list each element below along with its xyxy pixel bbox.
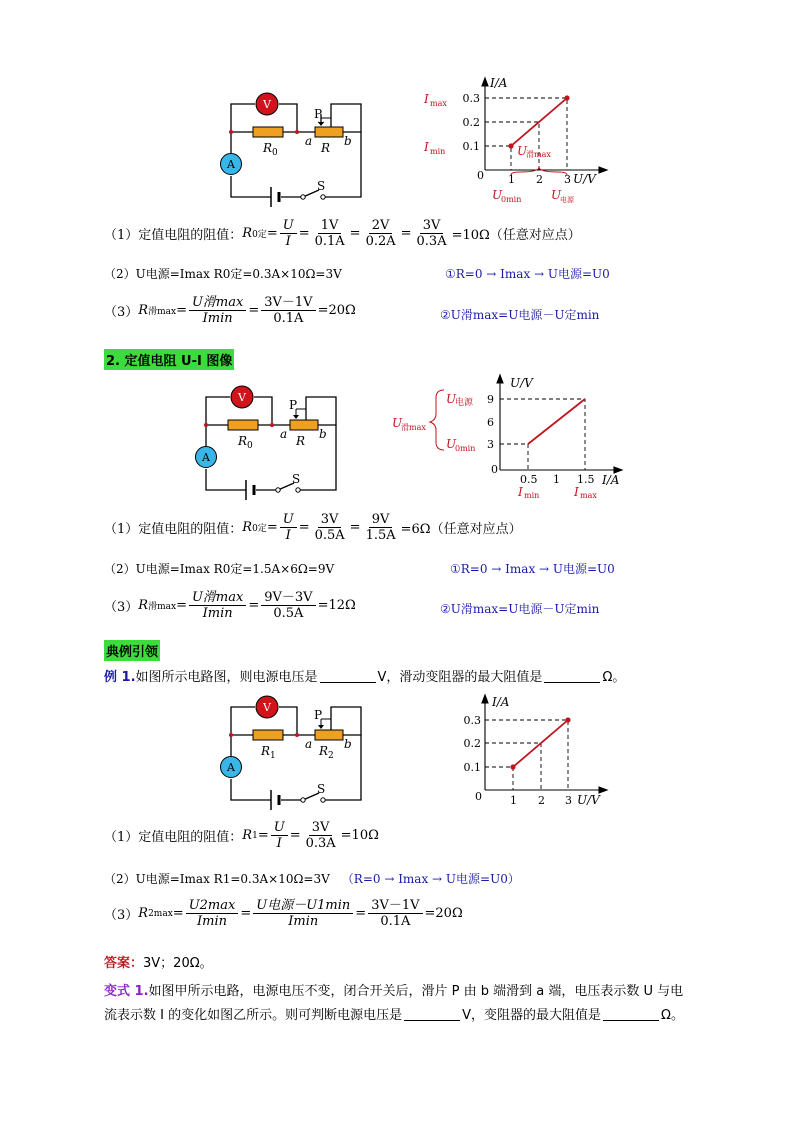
text-label: 1 bbox=[553, 473, 560, 486]
g1-imax: I bbox=[424, 92, 429, 106]
text-label: R bbox=[319, 744, 329, 758]
text-label: 0.2 bbox=[463, 737, 481, 750]
g1-imin-sub: min bbox=[430, 147, 446, 156]
s1-line2 bbox=[104, 265, 342, 282]
text-label: 例 1. bbox=[104, 670, 136, 685]
text-label: P bbox=[289, 398, 298, 412]
g1-imin: I bbox=[424, 140, 429, 154]
text-label: U电源=Imax R1=0.3A×10Ω=3V bbox=[135, 872, 330, 886]
text-label: （2） bbox=[104, 267, 136, 281]
text-label: = bbox=[266, 520, 278, 535]
text-label: b bbox=[344, 737, 352, 751]
text-label: 电源 bbox=[455, 398, 474, 408]
text-label: 9V－3V bbox=[261, 590, 315, 606]
terminal-b: b bbox=[344, 134, 352, 148]
text-label: 3V bbox=[309, 820, 333, 836]
text-label: R bbox=[242, 828, 253, 843]
ammeter-label: A bbox=[227, 158, 235, 171]
circuit-diagram-1 bbox=[215, 92, 375, 212]
text-label: U电源=Imax R0定=0.3A×10Ω=3V bbox=[135, 267, 342, 281]
text-label: 3 bbox=[565, 794, 572, 807]
g1-xtick: 2 bbox=[536, 173, 543, 186]
s1-note1: ①R=0 → Imax → U电源=U0 bbox=[445, 267, 610, 281]
s1-line1 bbox=[104, 218, 581, 249]
text-label: R bbox=[138, 906, 149, 921]
text-label: U2max bbox=[186, 898, 239, 914]
g2-yaxis: U/V bbox=[510, 376, 533, 390]
text-label: =20Ω bbox=[317, 303, 356, 318]
text-label: max bbox=[580, 491, 597, 500]
text-label: 0.2A bbox=[365, 234, 396, 249]
text-label: 0.1 bbox=[463, 761, 481, 774]
g1-xtick: 1 bbox=[508, 173, 515, 186]
g1-ytick: 0.1 bbox=[462, 140, 480, 153]
text-label: R bbox=[261, 744, 271, 758]
text-label: =12Ω bbox=[317, 598, 356, 613]
g1-ytick: 0.2 bbox=[462, 116, 480, 129]
g1-u0min: U bbox=[492, 188, 503, 202]
text-label: = bbox=[298, 226, 310, 241]
terminal-a: a bbox=[305, 134, 313, 148]
r0-label: R bbox=[263, 141, 273, 155]
text-label: 0定 bbox=[252, 524, 267, 534]
text-label: V，变阻器的最大阻值是 bbox=[462, 1008, 602, 1023]
text-label: I bbox=[285, 528, 291, 543]
text-label: U bbox=[271, 820, 288, 836]
answer-blank[interactable] bbox=[544, 669, 600, 683]
text-label: R bbox=[242, 226, 253, 241]
text-label: I bbox=[518, 485, 523, 499]
text-label: 答案： bbox=[104, 956, 144, 971]
text-label: Imin bbox=[197, 914, 227, 929]
text-label: 1 bbox=[510, 794, 517, 807]
g3-xaxis: U/V bbox=[577, 793, 600, 807]
text-label: U bbox=[446, 437, 457, 451]
g1-ytick: 0.3 bbox=[462, 92, 480, 105]
text-label: 0.5A bbox=[314, 528, 345, 543]
text-label: I bbox=[276, 836, 282, 851]
s1-note2: ②U滑max=U电源－U定min bbox=[440, 308, 600, 322]
text-label: 2 bbox=[538, 794, 545, 807]
s2-line3 bbox=[104, 590, 356, 621]
g1-xtick: 3 bbox=[564, 173, 571, 186]
text-label: 如图甲所示电路，电源电压不变，闭合开关后，滑片 P 由 b 端滑到 a 端，电压表示数 U 与电 bbox=[148, 984, 684, 999]
text-label: = bbox=[266, 226, 278, 241]
g1-u0min-sub: 0min bbox=[501, 195, 522, 204]
text-label: Imin bbox=[202, 311, 233, 326]
text-label: R bbox=[138, 598, 149, 613]
rheostat-label: R bbox=[321, 141, 331, 155]
text-label: （3） bbox=[104, 600, 139, 615]
graph-3 bbox=[445, 690, 615, 815]
g3-yaxis: I/A bbox=[492, 695, 510, 709]
text-label: 0.1A bbox=[314, 234, 345, 249]
s3-line1 bbox=[104, 820, 379, 851]
g1-usrc: U bbox=[551, 188, 562, 202]
graph-2 bbox=[390, 370, 630, 505]
text-label: = bbox=[176, 598, 187, 613]
text-label: 0定 bbox=[252, 230, 267, 240]
text-label: R bbox=[138, 303, 149, 318]
text-label: 6 bbox=[487, 416, 494, 429]
text-label: 1 bbox=[270, 751, 276, 761]
text-label: （3） bbox=[104, 908, 139, 923]
resistor-r0 bbox=[253, 127, 283, 137]
text-label: P bbox=[314, 708, 323, 722]
text-label: 0.3A bbox=[305, 836, 336, 851]
text-label: 3V－1V bbox=[368, 898, 422, 914]
text-label: A bbox=[227, 761, 235, 774]
text-label: R bbox=[296, 434, 306, 448]
text-label: S bbox=[317, 782, 326, 796]
text-label: b bbox=[319, 427, 327, 441]
text-label: U滑max bbox=[189, 295, 246, 311]
answer-blank[interactable] bbox=[404, 1007, 460, 1021]
text-label: 0.3 bbox=[463, 714, 481, 727]
text-label: =10Ω bbox=[340, 828, 379, 843]
text-label: 2 bbox=[328, 751, 334, 761]
text-label: I bbox=[574, 485, 579, 499]
text-label: R bbox=[238, 434, 248, 448]
s3-line2 bbox=[104, 870, 520, 887]
section-title-3: 典例引领 bbox=[104, 640, 160, 661]
text-label: （2） bbox=[104, 872, 136, 886]
text-label: 2V bbox=[369, 218, 393, 234]
text-label: =6Ω（任意对应点） bbox=[400, 522, 522, 537]
text-label: （1）定值电阻的阻值： bbox=[104, 228, 243, 243]
text-label: 0.1A bbox=[380, 914, 411, 929]
text-label: V bbox=[263, 701, 271, 714]
text-label: U bbox=[280, 218, 297, 234]
answer-blank[interactable] bbox=[603, 1007, 659, 1021]
text-label: （3） bbox=[104, 305, 139, 320]
text-label: = bbox=[240, 906, 252, 921]
text-label: 如图所示电路图，则电源电压是 bbox=[135, 670, 318, 685]
text-label: U电源=Imax R0定=1.5A×6Ω=9V bbox=[135, 562, 335, 576]
text-label: （1）定值电阻的阻值： bbox=[104, 522, 243, 537]
g1-xaxis: U/V bbox=[573, 172, 596, 186]
text-label: U电源－U1min bbox=[253, 898, 353, 914]
r0-sub: 0 bbox=[272, 148, 278, 158]
text-label: （R=0 → Imax → U电源=U0） bbox=[341, 872, 520, 886]
g2-xaxis: I/A bbox=[602, 473, 620, 487]
text-label: a bbox=[280, 427, 288, 441]
text-label: 0.3A bbox=[416, 234, 447, 249]
text-label: = bbox=[349, 520, 361, 535]
text-label: Imin bbox=[288, 914, 319, 929]
text-label: U bbox=[280, 512, 297, 528]
text-label: = bbox=[355, 906, 367, 921]
circuit-diagram-3 bbox=[215, 695, 375, 815]
text-label: I bbox=[285, 234, 291, 249]
text-label: 0 bbox=[475, 790, 482, 803]
graph-1 bbox=[420, 75, 610, 210]
text-label: 0 bbox=[247, 441, 253, 451]
text-label: 流表示数 I 的变化如图乙所示。则可判断电源电压是 bbox=[104, 1008, 403, 1023]
text-label: V bbox=[238, 391, 246, 404]
text-label: =20Ω bbox=[424, 906, 463, 921]
answer-blank[interactable] bbox=[320, 669, 376, 683]
variant-line2 bbox=[104, 1004, 684, 1023]
text-label: Ω。 bbox=[661, 1008, 684, 1023]
section-title-2: 2. 定值电阻 U-I 图像 bbox=[104, 349, 234, 370]
text-label: min bbox=[524, 491, 540, 500]
text-label: （2） bbox=[104, 562, 136, 576]
text-label: = bbox=[349, 226, 361, 241]
variant-line1 bbox=[104, 980, 683, 999]
text-label: =10Ω（任意对应点） bbox=[451, 228, 581, 243]
s2-line2 bbox=[104, 560, 334, 577]
text-label: 0.5 bbox=[520, 473, 538, 486]
text-label: 3V bbox=[318, 512, 342, 528]
text-label: 滑max bbox=[401, 423, 426, 432]
rheostat-r bbox=[315, 127, 343, 137]
g1-uslide-sub: 滑max bbox=[526, 150, 551, 159]
text-label: 1.5A bbox=[365, 528, 396, 543]
text-label: = bbox=[257, 828, 269, 843]
text-label: 3V bbox=[420, 218, 444, 234]
text-label: U bbox=[392, 416, 403, 430]
example-1 bbox=[104, 666, 625, 685]
text-label: V，滑动变阻器的最大阻值是 bbox=[377, 670, 543, 685]
text-label: 1.5 bbox=[577, 473, 595, 486]
s2-line1 bbox=[104, 512, 522, 543]
text-label: = bbox=[400, 226, 412, 241]
text-label: R bbox=[242, 520, 253, 535]
slider-label: P bbox=[314, 107, 323, 121]
text-label: = bbox=[248, 303, 260, 318]
text-label: U bbox=[446, 392, 457, 406]
text-label: = bbox=[172, 906, 184, 921]
s3-line3 bbox=[104, 898, 463, 929]
text-label: 1 bbox=[252, 830, 258, 841]
text-label: = bbox=[298, 520, 310, 535]
s2-note1: ①R=0 → Imax → U电源=U0 bbox=[450, 562, 615, 576]
g1-imax-sub: max bbox=[430, 99, 447, 108]
text-label: 3 bbox=[487, 438, 494, 451]
text-label: 0 bbox=[491, 463, 498, 476]
s1-line3 bbox=[104, 295, 356, 326]
answer-line bbox=[104, 952, 213, 971]
circuit-diagram-2 bbox=[190, 385, 350, 505]
text-label: 2max bbox=[148, 908, 173, 919]
text-label: 0.1A bbox=[273, 311, 304, 326]
text-label: Imin bbox=[202, 606, 233, 621]
text-label: 9V bbox=[369, 512, 393, 528]
text-label: = bbox=[176, 303, 187, 318]
g1-usrc-sub: 电源 bbox=[560, 196, 574, 204]
text-label: 9 bbox=[487, 393, 494, 406]
s2-note2: ②U滑max=U电源－U定min bbox=[440, 602, 600, 616]
text-label: 3V－1V bbox=[261, 295, 315, 311]
text-label: 1V bbox=[318, 218, 342, 234]
text-label: U滑max bbox=[189, 590, 246, 606]
text-label: 变式 1. bbox=[104, 984, 149, 999]
text-label: 滑max bbox=[148, 602, 177, 612]
text-label: = bbox=[248, 598, 260, 613]
g1-origin: 0 bbox=[477, 169, 484, 182]
text-label: 0min bbox=[455, 444, 476, 453]
text-label: 滑max bbox=[148, 307, 177, 317]
switch-label: S bbox=[317, 179, 326, 193]
text-label: （1）定值电阻的阻值： bbox=[104, 830, 243, 845]
voltmeter-label: V bbox=[263, 98, 271, 111]
text-label: A bbox=[202, 451, 210, 464]
text-label: 3V；20Ω。 bbox=[143, 956, 213, 971]
text-label: a bbox=[305, 737, 313, 751]
text-label: 0.5A bbox=[273, 606, 304, 621]
text-label: S bbox=[292, 472, 301, 486]
g1-uslide: U bbox=[517, 144, 528, 158]
text-label: = bbox=[289, 828, 301, 843]
text-label: Ω。 bbox=[602, 670, 626, 685]
g1-yaxis: I/A bbox=[490, 76, 508, 90]
